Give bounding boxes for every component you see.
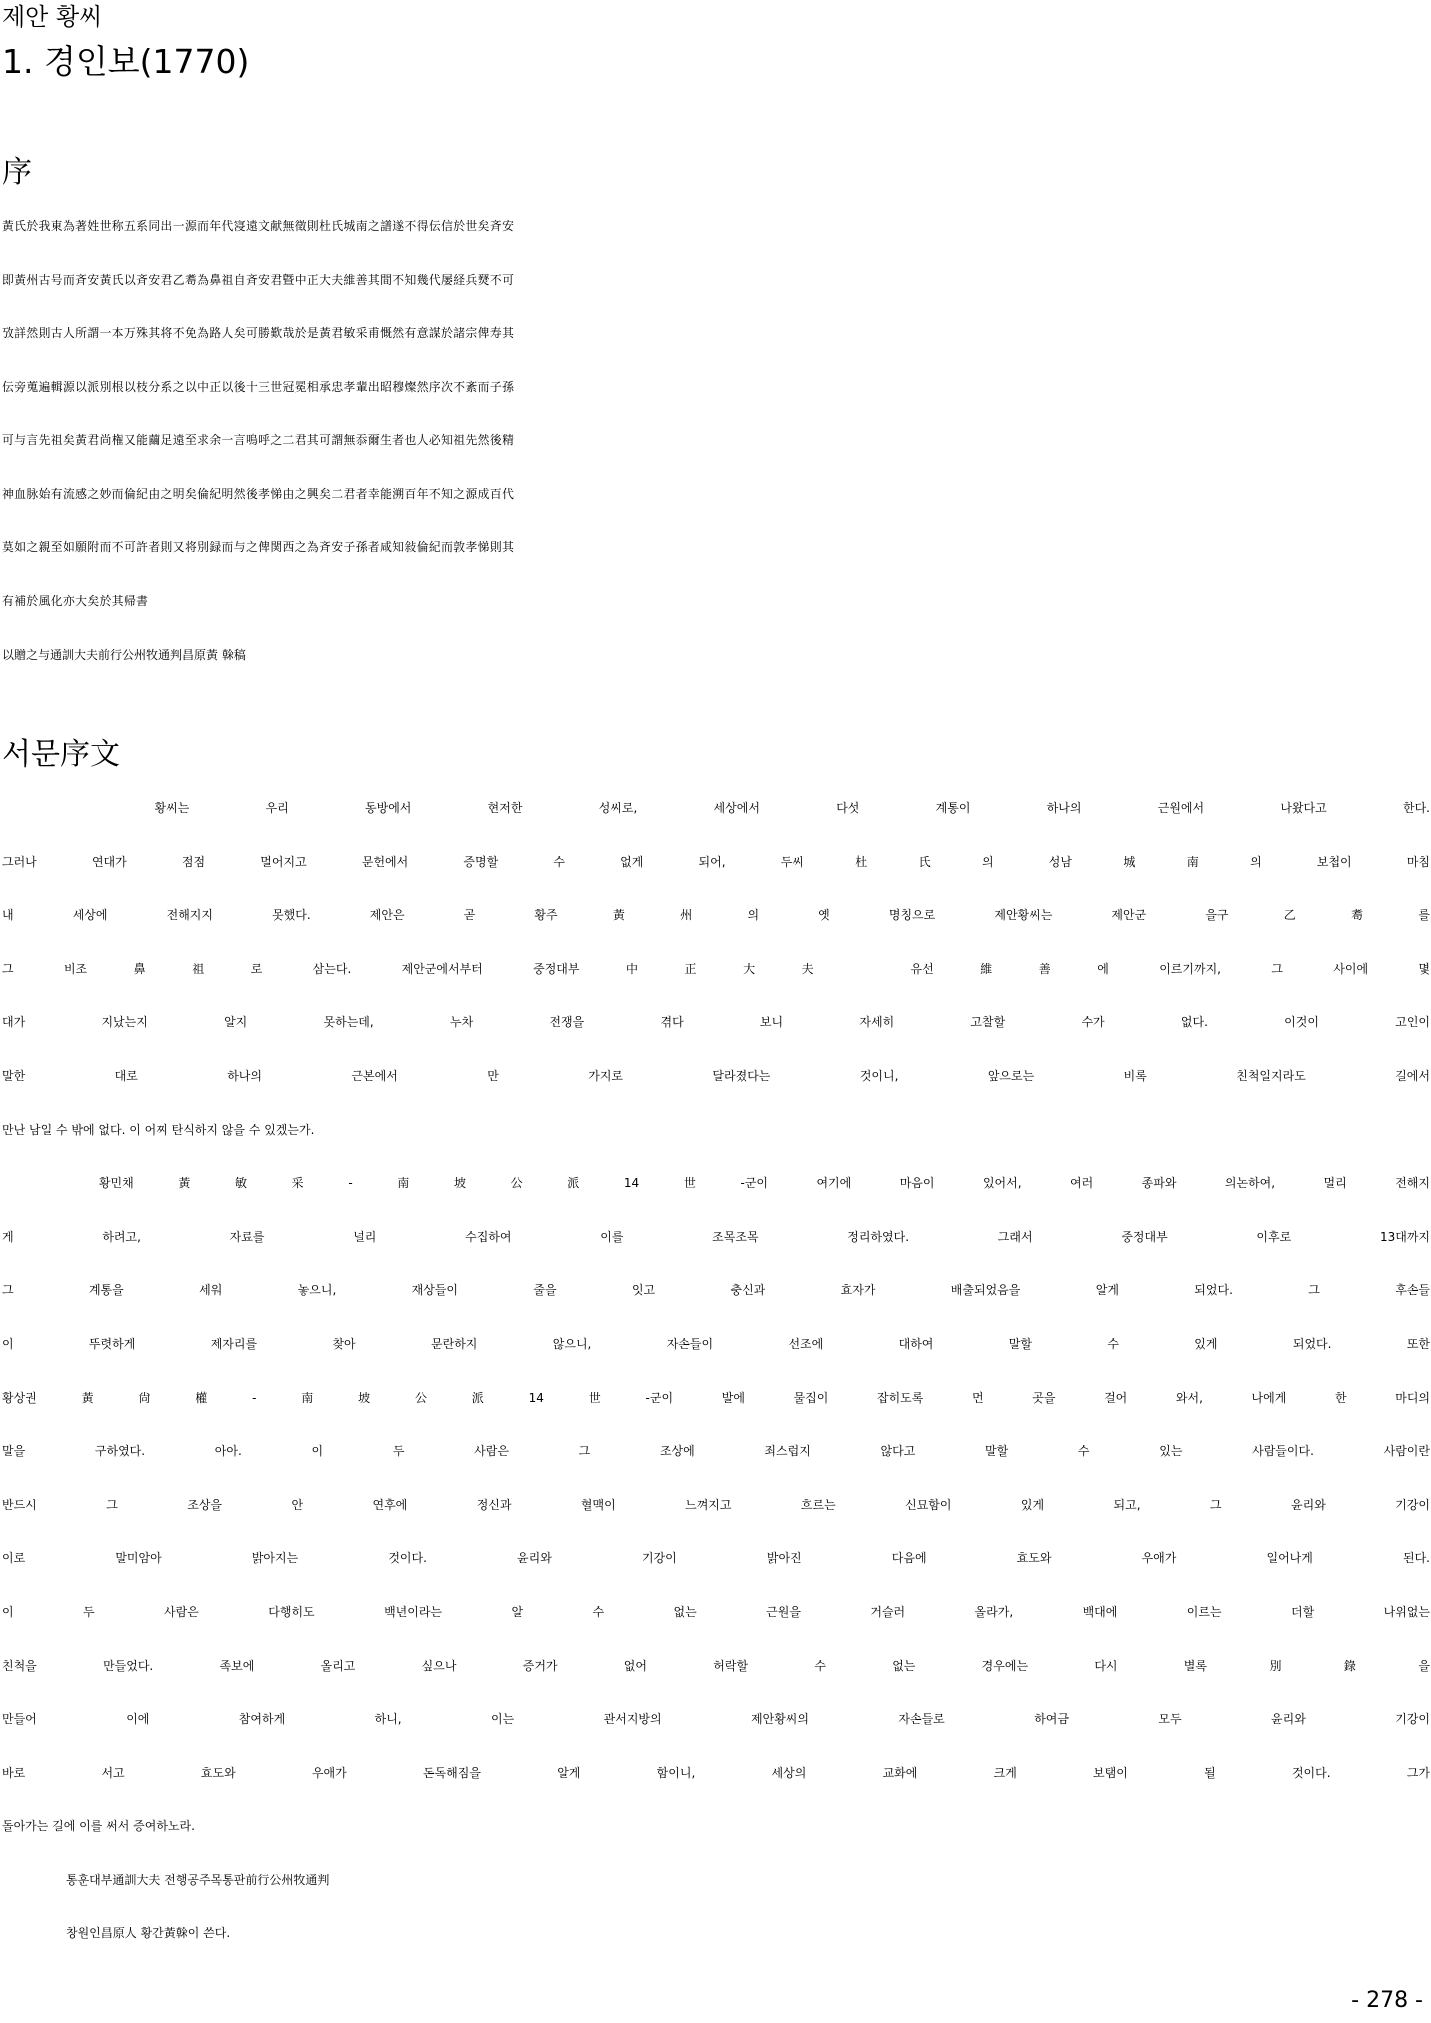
hanja-preface-title: 序 bbox=[2, 155, 32, 190]
korean-text-line: 황민채黃敏采-南坡公派14世-군이 여기에 마음이 있어서, 여러 종파와 의논하여, 멀리 전해지 bbox=[2, 1176, 1430, 1191]
korean-text-line: 그러나 연대가 점점 멀어지고 문헌에서 증명할 수 없게 되어, 두씨杜氏의 성남城南의 보첩이 마침 bbox=[2, 854, 1430, 869]
korean-text-line: 그 계통을 세워 놓으니, 재상들이 줄을 잇고 충신과 효자가 배출되었음을 알게 되었다. 그 후손들 bbox=[2, 1283, 1430, 1298]
korean-text-line: 이 뚜렷하게 제자리를 찾아 문란하지 않으니, 자손들이 선조에 대하여 말할 수 있게 되었다. 또한 bbox=[2, 1336, 1430, 1351]
signature-author-line: 창원인昌原人 황간黃榦이 쓴다. bbox=[66, 1926, 231, 1941]
korean-text-line: 황씨는 우리 동방에서 현저한 성씨로, 세상에서 다섯 계통이 하나의 근원에서 나왔다고 한다. bbox=[2, 801, 1430, 815]
korean-text-line: 돌아가는 길에 이를 써서 증여하노라. bbox=[2, 1819, 195, 1834]
korean-text-line: 대가 지났는지 알지 못하는데, 누차 전쟁을 겪다 보니 자세히 고찰할 수가 없다. 이것이 고인이 bbox=[2, 1015, 1430, 1030]
clan-label: 제안 황씨 bbox=[2, 3, 103, 31]
section-heading: 1. 경인보(1770) bbox=[2, 42, 250, 81]
korean-text-line: 반드시 그 조상을 안 연후에 정신과 혈맥이 느껴지고 흐르는 신묘함이 있게 되고, 그 윤리와 기강이 bbox=[2, 1497, 1430, 1512]
hanja-text-line: 即黃州古号而斉安黃氏以斉安君乙耈為鼻祖自斉安君曁中正大夫維善其間不知幾代屡経兵燹不可 bbox=[2, 272, 515, 287]
korean-text-line: 게 하려고, 자료를 널리 수집하여 이를 조목조목 정리하였다. 그래서 중정대부 이후로 13대까지 bbox=[2, 1229, 1430, 1244]
korean-text-line: 황상권黃尙權-南坡公派14世-군이 발에 물집이 잡히도록 먼 곳을 걸어 와서, 나에게 한 마디의 bbox=[2, 1390, 1430, 1405]
hanja-text-line: 有補於風化亦大矣於其帰書 bbox=[2, 593, 149, 608]
page-number: - 278 - bbox=[1351, 1988, 1423, 2013]
hanja-text-line: 黃氏於我東為著姓世称五系同出一源而年代寖遠文献無徵則杜氏城南之譜遂不得伝信於世矣斉安 bbox=[2, 219, 515, 233]
korean-preface bbox=[2, 728, 1430, 1961]
korean-text-line: 친척을 만들었다. 족보에 올리고 싶으나 증거가 없어 허락할 수 없는 경우에는 다시 별록別錄을 bbox=[2, 1658, 1430, 1673]
hanja-text-line: 可与言先祖矣黃君尚権又能繭足遠至求余一言嗚呼之二君其可謂無忝爾生者也人必知祖先然後精 bbox=[2, 433, 515, 447]
korean-text-line: 그 비조鼻祖로 삼는다. 제안군에서부터 중정대부中正大夫 유선維善에 이르기까지, 그 사이에 몇 bbox=[2, 961, 1430, 976]
korean-text-line: 내 세상에 전해지지 못했다. 제안은 곧 황주黃州의 옛 명칭으로 제안황씨는 제안군 을구乙耈를 bbox=[2, 908, 1430, 923]
korean-text-line: 이 두 사람은 다행히도 백년이라는 알 수 없는 근원을 거슬러 올라가, 백대에 이르는 더할 나위없는 bbox=[2, 1604, 1430, 1619]
signature-title-line: 통훈대부通訓大夫 전행공주목통판前行公州牧通判 bbox=[66, 1872, 330, 1887]
korean-text-line: 이로 말미암아 밝아지는 것이다. 윤리와 기강이 밝아진 다음에 효도와 우애가 일어나게 된다. bbox=[2, 1551, 1430, 1566]
hanja-text-line: 莫如之親至如願附而不可許者則又将別録而与之俾関西之為斉安子孫者咸知敍倫紀而敦孝悌則其 bbox=[2, 540, 515, 554]
korean-text-line: 만들어 이에 참여하게 하니, 이는 관서지방의 제안황씨의 자손들로 하여금 모두 윤리와 기강이 bbox=[2, 1712, 1430, 1727]
hanja-author-line: 以贈之与通訓大夫前行公州牧通判昌原黃 榦稿 bbox=[2, 648, 246, 662]
korean-text-line: 말을 구하였다. 아아. 이 두 사람은 그 조상에 죄스럽지 않다고 말할 수 있는 사람들이다. 사람이란 bbox=[2, 1444, 1430, 1459]
korean-text-line: 만난 남일 수 밖에 없다. 이 어찌 탄식하지 않을 수 있겠는가. bbox=[2, 1122, 315, 1137]
hanja-preface bbox=[2, 146, 1430, 682]
hanja-text-line: 伝旁蒐遍輯源以派別根以枝分系之以中正以後十三世冠冕相承忠孝輩出昭穆燦然序次不紊而子孫 bbox=[2, 379, 515, 394]
korean-text-line: 말한 대로 하나의 근본에서 만 가지로 달라졌다는 것이니, 앞으로는 비록 친척일지라도 길에서 bbox=[2, 1068, 1430, 1083]
korean-text-line: 바로 서고 효도와 우애가 돈독해짐을 알게 함이니, 세상의 교화에 크게 보탬이 될 것이다. 그가 bbox=[2, 1765, 1430, 1780]
hanja-text-line: 神血脉始有流感之妙而倫紀由之明矣倫紀明然後孝悌由之興矣二君者幸能溯百年不知之源成百代 bbox=[2, 486, 515, 501]
hanja-text-line: 攷詳然則古人所謂一本万殊其将不免為路人矣可勝歎哉於是黃君敏采甫慨然有意謀於諸宗俾寿其 bbox=[2, 326, 515, 340]
korean-preface-title: 서문序文 bbox=[2, 737, 120, 772]
